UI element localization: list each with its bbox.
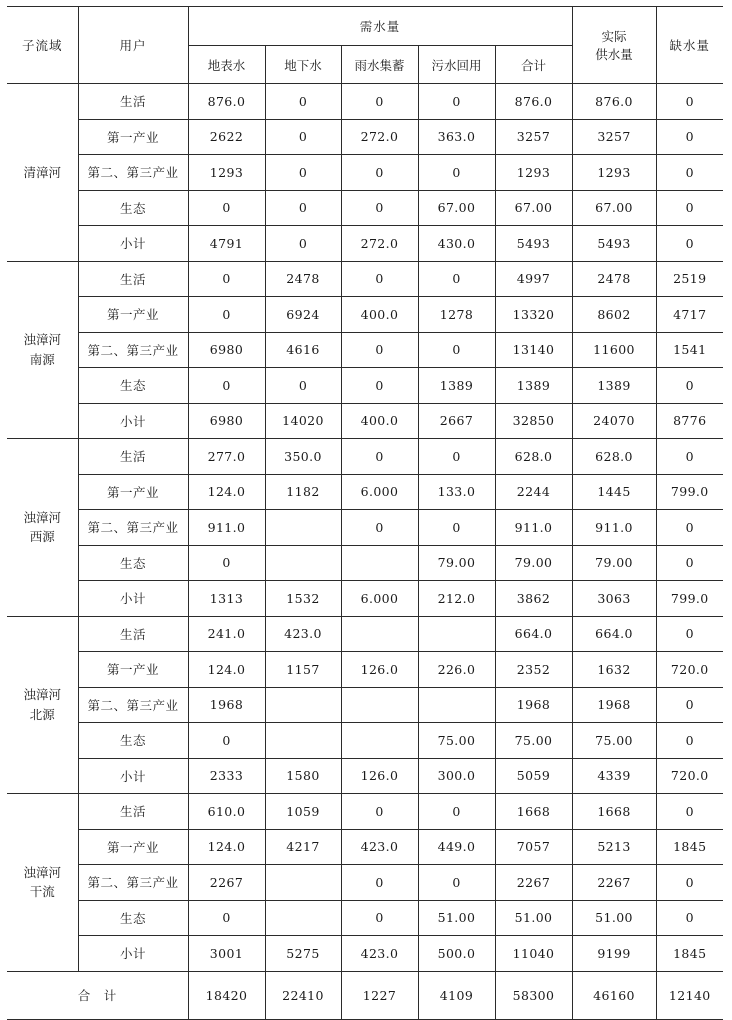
value-cell: 67.00	[418, 190, 495, 226]
subbasin-cell	[7, 439, 78, 617]
value-cell: 0	[341, 190, 418, 226]
value-cell: 0	[656, 190, 723, 226]
value-cell: 6980	[188, 332, 265, 368]
subbasin-cell	[7, 616, 78, 794]
user-cell: 第二、第三产业	[78, 332, 188, 368]
value-cell: 0	[188, 545, 265, 581]
value-cell: 272.0	[341, 119, 418, 155]
value-cell: 0	[656, 439, 723, 475]
value-cell: 799.0	[656, 474, 723, 510]
value-cell: 1293	[495, 155, 572, 191]
value-cell	[341, 616, 418, 652]
value-cell: 133.0	[418, 474, 495, 510]
total-cell: 46160	[572, 971, 656, 1019]
value-cell: 0	[656, 865, 723, 901]
value-cell	[341, 723, 418, 759]
user-cell: 生活	[78, 261, 188, 297]
value-cell: 1389	[572, 368, 656, 404]
user-cell: 生活	[78, 616, 188, 652]
value-cell: 9199	[572, 936, 656, 972]
value-cell: 11600	[572, 332, 656, 368]
value-cell	[418, 616, 495, 652]
table-row	[7, 84, 723, 120]
value-cell: 1845	[656, 936, 723, 972]
value-cell: 0	[265, 368, 341, 404]
value-cell: 2667	[418, 403, 495, 439]
table-row	[7, 474, 723, 510]
value-cell: 628.0	[572, 439, 656, 475]
value-cell: 6924	[265, 297, 341, 333]
table-row	[7, 439, 723, 475]
table-row	[7, 758, 723, 794]
value-cell	[265, 545, 341, 581]
user-cell: 小计	[78, 581, 188, 617]
value-cell: 11040	[495, 936, 572, 972]
value-cell: 7057	[495, 829, 572, 865]
value-cell	[265, 687, 341, 723]
value-cell: 449.0	[418, 829, 495, 865]
value-cell: 664.0	[495, 616, 572, 652]
table-row	[7, 368, 723, 404]
value-cell: 126.0	[341, 652, 418, 688]
subbasin-name-line: 浊漳河	[23, 509, 61, 525]
value-cell: 51.00	[418, 900, 495, 936]
user-cell: 生态	[78, 723, 188, 759]
header-demand-total: 合计	[495, 46, 572, 84]
value-cell: 75.00	[572, 723, 656, 759]
value-cell: 3063	[572, 581, 656, 617]
value-cell: 350.0	[265, 439, 341, 475]
value-cell: 0	[656, 368, 723, 404]
subbasin-name-line: 浊漳河	[23, 864, 61, 880]
value-cell: 1968	[495, 687, 572, 723]
value-cell: 2622	[188, 119, 265, 155]
table-row	[7, 332, 723, 368]
value-cell: 1313	[188, 581, 265, 617]
value-cell: 423.0	[341, 936, 418, 972]
value-cell: 1445	[572, 474, 656, 510]
user-cell: 第二、第三产业	[78, 687, 188, 723]
value-cell: 4791	[188, 226, 265, 262]
total-cell: 4109	[418, 971, 495, 1019]
value-cell: 1059	[265, 794, 341, 830]
total-cell: 58300	[495, 971, 572, 1019]
table-row	[7, 545, 723, 581]
user-cell: 生态	[78, 368, 188, 404]
value-cell: 3001	[188, 936, 265, 972]
value-cell: 5493	[495, 226, 572, 262]
value-cell: 628.0	[495, 439, 572, 475]
value-cell: 0	[656, 510, 723, 546]
value-cell: 5059	[495, 758, 572, 794]
value-cell: 6980	[188, 403, 265, 439]
value-cell: 300.0	[418, 758, 495, 794]
table-row	[7, 794, 723, 830]
value-cell: 124.0	[188, 474, 265, 510]
user-cell: 生活	[78, 439, 188, 475]
header-groundwater: 地下水	[265, 46, 341, 84]
value-cell: 0	[656, 84, 723, 120]
table-row	[7, 581, 723, 617]
value-cell: 363.0	[418, 119, 495, 155]
user-cell: 第二、第三产业	[78, 865, 188, 901]
value-cell: 2267	[572, 865, 656, 901]
subbasin-name-line: 清漳河	[23, 164, 61, 180]
subbasin-name-line: 西源	[29, 529, 55, 545]
total-cell: 18420	[188, 971, 265, 1019]
value-cell: 2267	[495, 865, 572, 901]
value-cell: 1632	[572, 652, 656, 688]
value-cell: 0	[341, 510, 418, 546]
value-cell: 2352	[495, 652, 572, 688]
value-cell: 79.00	[418, 545, 495, 581]
total-label: 合 计	[7, 971, 188, 1019]
value-cell: 79.00	[572, 545, 656, 581]
value-cell: 1389	[418, 368, 495, 404]
header-demand: 需水量	[188, 7, 572, 46]
table-row	[7, 652, 723, 688]
value-cell: 0	[188, 723, 265, 759]
value-cell: 1968	[572, 687, 656, 723]
value-cell: 1580	[265, 758, 341, 794]
user-cell: 生态	[78, 545, 188, 581]
user-cell: 生态	[78, 900, 188, 936]
subbasin-name-line: 浊漳河	[23, 687, 61, 703]
header-actual-supply	[572, 7, 656, 84]
value-cell: 3257	[572, 119, 656, 155]
water-demand-table	[7, 6, 723, 1020]
table-row	[7, 226, 723, 262]
value-cell: 0	[418, 865, 495, 901]
value-cell: 2267	[188, 865, 265, 901]
value-cell: 1668	[572, 794, 656, 830]
table-body	[7, 84, 723, 972]
value-cell: 430.0	[418, 226, 495, 262]
value-cell: 876.0	[495, 84, 572, 120]
value-cell: 0	[656, 723, 723, 759]
value-cell: 1293	[572, 155, 656, 191]
value-cell: 0	[418, 439, 495, 475]
value-cell: 75.00	[495, 723, 572, 759]
value-cell: 126.0	[341, 758, 418, 794]
value-cell: 67.00	[495, 190, 572, 226]
value-cell: 24070	[572, 403, 656, 439]
value-cell: 3862	[495, 581, 572, 617]
table-row	[7, 297, 723, 333]
table-row	[7, 936, 723, 972]
value-cell: 0	[656, 155, 723, 191]
value-cell: 0	[341, 900, 418, 936]
value-cell: 0	[341, 368, 418, 404]
value-cell: 4339	[572, 758, 656, 794]
value-cell: 4616	[265, 332, 341, 368]
value-cell: 911.0	[188, 510, 265, 546]
value-cell: 0	[656, 226, 723, 262]
value-cell	[265, 723, 341, 759]
value-cell: 1293	[188, 155, 265, 191]
value-cell: 0	[341, 865, 418, 901]
user-cell: 小计	[78, 403, 188, 439]
value-cell: 4997	[495, 261, 572, 297]
value-cell: 1968	[188, 687, 265, 723]
header-actual-supply-line1: 实际	[601, 29, 627, 44]
table-row	[7, 829, 723, 865]
table-row	[7, 865, 723, 901]
value-cell	[341, 545, 418, 581]
header-surface-water: 地表水	[188, 46, 265, 84]
value-cell: 5493	[572, 226, 656, 262]
value-cell: 0	[188, 368, 265, 404]
header-actual-supply-line2: 供水量	[595, 47, 633, 62]
table-row	[7, 261, 723, 297]
value-cell: 400.0	[341, 403, 418, 439]
value-cell: 8602	[572, 297, 656, 333]
subbasin-name-line: 南源	[29, 351, 55, 367]
value-cell: 799.0	[656, 581, 723, 617]
value-cell: 0	[341, 332, 418, 368]
value-cell: 32850	[495, 403, 572, 439]
subbasin-cell	[7, 261, 78, 439]
value-cell: 272.0	[341, 226, 418, 262]
value-cell: 8776	[656, 403, 723, 439]
user-cell: 小计	[78, 936, 188, 972]
user-cell: 第一产业	[78, 829, 188, 865]
value-cell: 1157	[265, 652, 341, 688]
value-cell: 2478	[265, 261, 341, 297]
value-cell: 0	[265, 226, 341, 262]
subbasin-cell	[7, 84, 78, 262]
value-cell: 1541	[656, 332, 723, 368]
total-cell: 12140	[656, 971, 723, 1019]
value-cell: 876.0	[572, 84, 656, 120]
value-cell: 5275	[265, 936, 341, 972]
value-cell: 51.00	[572, 900, 656, 936]
value-cell: 876.0	[188, 84, 265, 120]
value-cell: 423.0	[265, 616, 341, 652]
value-cell: 79.00	[495, 545, 572, 581]
value-cell: 0	[418, 84, 495, 120]
value-cell: 0	[188, 297, 265, 333]
header-subbasin: 子流域	[7, 7, 78, 84]
value-cell: 5213	[572, 829, 656, 865]
subbasin-name-line: 浊漳河	[23, 332, 61, 348]
value-cell: 0	[418, 155, 495, 191]
table-row	[7, 687, 723, 723]
subbasin-name-line: 北源	[29, 706, 55, 722]
value-cell	[341, 687, 418, 723]
value-cell	[418, 687, 495, 723]
value-cell: 241.0	[188, 616, 265, 652]
value-cell: 1845	[656, 829, 723, 865]
value-cell	[265, 865, 341, 901]
value-cell: 0	[341, 155, 418, 191]
total-cell: 1227	[341, 971, 418, 1019]
value-cell: 4717	[656, 297, 723, 333]
value-cell: 423.0	[341, 829, 418, 865]
header-shortage: 缺水量	[656, 7, 723, 84]
value-cell: 0	[656, 687, 723, 723]
user-cell: 生活	[78, 84, 188, 120]
user-cell: 小计	[78, 226, 188, 262]
value-cell: 0	[341, 84, 418, 120]
value-cell: 4217	[265, 829, 341, 865]
value-cell: 0	[418, 794, 495, 830]
user-cell: 生活	[78, 794, 188, 830]
header-reclaimed-water: 污水回用	[418, 46, 495, 84]
value-cell: 500.0	[418, 936, 495, 972]
subbasin-cell	[7, 794, 78, 972]
value-cell: 0	[341, 439, 418, 475]
value-cell: 0	[341, 261, 418, 297]
value-cell: 0	[418, 261, 495, 297]
user-cell: 第一产业	[78, 652, 188, 688]
table-row	[7, 510, 723, 546]
value-cell: 610.0	[188, 794, 265, 830]
header-user: 用户	[78, 7, 188, 84]
table-row	[7, 616, 723, 652]
value-cell: 0	[265, 155, 341, 191]
value-cell: 0	[418, 332, 495, 368]
user-cell: 小计	[78, 758, 188, 794]
value-cell: 67.00	[572, 190, 656, 226]
value-cell: 13140	[495, 332, 572, 368]
value-cell: 1389	[495, 368, 572, 404]
value-cell: 6.000	[341, 474, 418, 510]
value-cell: 720.0	[656, 652, 723, 688]
value-cell	[265, 900, 341, 936]
value-cell: 1278	[418, 297, 495, 333]
header-rainwater: 雨水集蓄	[341, 46, 418, 84]
user-cell: 第一产业	[78, 297, 188, 333]
value-cell: 2333	[188, 758, 265, 794]
value-cell: 720.0	[656, 758, 723, 794]
value-cell: 0	[656, 900, 723, 936]
subbasin-name-line: 干流	[29, 884, 55, 900]
value-cell: 2478	[572, 261, 656, 297]
user-cell: 第二、第三产业	[78, 510, 188, 546]
value-cell: 0	[341, 794, 418, 830]
value-cell: 0	[265, 84, 341, 120]
value-cell: 75.00	[418, 723, 495, 759]
value-cell: 911.0	[495, 510, 572, 546]
value-cell: 0	[265, 190, 341, 226]
water-demand-table-sheet	[7, 6, 723, 1020]
value-cell: 6.000	[341, 581, 418, 617]
value-cell: 212.0	[418, 581, 495, 617]
value-cell: 0	[188, 261, 265, 297]
user-cell: 生态	[78, 190, 188, 226]
value-cell: 0	[188, 190, 265, 226]
value-cell: 124.0	[188, 652, 265, 688]
total-cell: 22410	[265, 971, 341, 1019]
table-row	[7, 119, 723, 155]
value-cell: 1668	[495, 794, 572, 830]
value-cell: 664.0	[572, 616, 656, 652]
table-row	[7, 190, 723, 226]
value-cell: 0	[265, 119, 341, 155]
value-cell: 0	[418, 510, 495, 546]
user-cell: 第一产业	[78, 119, 188, 155]
value-cell: 0	[188, 900, 265, 936]
value-cell: 1532	[265, 581, 341, 617]
value-cell: 2244	[495, 474, 572, 510]
value-cell: 911.0	[572, 510, 656, 546]
value-cell: 14020	[265, 403, 341, 439]
user-cell: 第二、第三产业	[78, 155, 188, 191]
value-cell: 3257	[495, 119, 572, 155]
table-row	[7, 403, 723, 439]
table-row	[7, 723, 723, 759]
table-row	[7, 155, 723, 191]
value-cell: 0	[656, 545, 723, 581]
value-cell: 2519	[656, 261, 723, 297]
value-cell: 51.00	[495, 900, 572, 936]
value-cell: 0	[656, 119, 723, 155]
value-cell	[265, 510, 341, 546]
value-cell: 400.0	[341, 297, 418, 333]
value-cell: 226.0	[418, 652, 495, 688]
table-row	[7, 900, 723, 936]
value-cell: 0	[656, 616, 723, 652]
value-cell: 13320	[495, 297, 572, 333]
value-cell: 0	[656, 794, 723, 830]
value-cell: 124.0	[188, 829, 265, 865]
value-cell: 277.0	[188, 439, 265, 475]
value-cell: 1182	[265, 474, 341, 510]
user-cell: 第一产业	[78, 474, 188, 510]
